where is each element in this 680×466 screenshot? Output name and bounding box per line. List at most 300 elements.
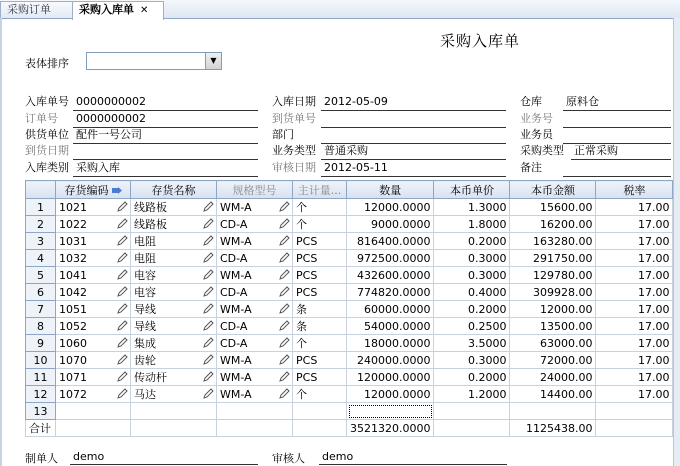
col-header-code[interactable] <box>56 181 131 199</box>
close-icon[interactable]: ✕ <box>140 5 149 16</box>
cell-qty[interactable] <box>347 233 434 250</box>
cell-amount-value: 16200.00 <box>539 217 593 231</box>
cell-unit-value: 个 <box>296 388 307 401</box>
cell-code-value: 1022 <box>59 217 87 231</box>
cell-spec-value: WM-A <box>220 268 252 282</box>
cell-unit[interactable] <box>293 403 347 420</box>
pencil-icon[interactable] <box>203 235 214 246</box>
pencil-icon[interactable] <box>117 320 128 331</box>
audit-date-label: 审核日期 <box>272 161 316 174</box>
page-title: 采购入库单 <box>440 32 521 50</box>
cell-qty[interactable] <box>347 216 434 233</box>
pencil-icon[interactable] <box>203 337 214 348</box>
cell-price[interactable] <box>434 369 510 386</box>
pencil-icon[interactable] <box>203 320 214 331</box>
cell-amount[interactable] <box>510 267 596 284</box>
cell-tax[interactable] <box>596 216 673 233</box>
cell-spec[interactable] <box>217 369 293 386</box>
pencil-icon[interactable] <box>279 303 290 314</box>
table-row[interactable] <box>26 369 673 386</box>
table-row[interactable] <box>26 335 673 352</box>
cell-qty[interactable] <box>347 386 434 403</box>
cell-name-value: 导线 <box>134 303 156 316</box>
cell-amount-value: 14400.00 <box>539 387 593 401</box>
cell-tax[interactable] <box>596 352 673 369</box>
inventory-table <box>25 180 673 437</box>
cell-price[interactable] <box>434 250 510 267</box>
cell-code[interactable] <box>56 284 131 301</box>
cell-qty[interactable] <box>347 250 434 267</box>
col-header-spec[interactable]: 规格型号 <box>217 181 293 199</box>
cell-amount[interactable] <box>510 284 596 301</box>
cell-qty-value: 54000.0000 <box>364 319 431 333</box>
col-header-name[interactable]: 存货名称 <box>131 181 217 199</box>
cell-empty <box>56 420 131 437</box>
cell-amount-value: 163280.00 <box>532 234 593 248</box>
cell-price-value: 1.2000 <box>467 387 507 401</box>
cell-code[interactable] <box>56 301 131 318</box>
cell-code-value: 1031 <box>59 234 87 248</box>
pencil-icon[interactable] <box>117 371 128 382</box>
row-number[interactable]: 2 <box>26 216 56 233</box>
cell-code-value: 1051 <box>59 302 87 316</box>
remark-label: 备注 <box>520 161 542 174</box>
row-number[interactable]: 3 <box>26 233 56 250</box>
cell-amount[interactable] <box>510 352 596 369</box>
row-number[interactable]: 7 <box>26 301 56 318</box>
cell-unit[interactable] <box>293 216 347 233</box>
cell-amount[interactable] <box>510 199 596 216</box>
cell-spec[interactable] <box>217 386 293 403</box>
pencil-icon[interactable] <box>279 371 290 382</box>
cell-amount-value: 12000.00 <box>539 302 593 316</box>
cell-qty-value: 774820.0000 <box>357 285 431 299</box>
pencil-icon[interactable] <box>203 201 214 212</box>
cell-qty-value: 12000.0000 <box>364 200 431 214</box>
cell-qty-value: 432600.0000 <box>357 268 431 282</box>
total-amount: 1125438.00 <box>510 420 596 437</box>
table-row[interactable] <box>26 199 673 216</box>
cell-amount-value: 129780.00 <box>532 268 593 282</box>
cell-qty-value: 60000.0000 <box>364 302 431 316</box>
cell-spec[interactable] <box>217 403 293 420</box>
cell-tax[interactable] <box>596 284 673 301</box>
table-row[interactable] <box>26 284 673 301</box>
cell-price[interactable] <box>434 284 510 301</box>
dept-label: 部门 <box>272 128 294 141</box>
pencil-icon[interactable] <box>279 269 290 280</box>
maker-field: demo <box>73 450 105 463</box>
table-row[interactable] <box>26 267 673 284</box>
cell-amount-value: 291750.00 <box>532 251 593 265</box>
cell-tax-value: 17.00 <box>637 234 670 248</box>
col-header-qty[interactable]: 数量 <box>347 181 434 199</box>
cell-code-value: 1042 <box>59 285 87 299</box>
row-number[interactable]: 11 <box>26 369 56 386</box>
cell-qty-value: 12000.0000 <box>364 387 431 401</box>
cell-code[interactable] <box>56 318 131 335</box>
cell-tax-value: 17.00 <box>637 319 670 333</box>
total-row <box>26 420 673 437</box>
cell-name-value: 马达 <box>134 388 156 401</box>
cell-price[interactable] <box>434 216 510 233</box>
cell-code[interactable] <box>56 369 131 386</box>
cell-spec[interactable] <box>217 284 293 301</box>
cell-price[interactable] <box>434 301 510 318</box>
cell-name[interactable] <box>131 233 217 250</box>
cell-amount-value: 15600.00 <box>539 200 593 214</box>
pencil-icon[interactable] <box>117 354 128 365</box>
cell-tax[interactable] <box>596 369 673 386</box>
tab-bar <box>0 0 680 19</box>
pencil-icon[interactable] <box>279 320 290 331</box>
cell-amount[interactable] <box>510 335 596 352</box>
row-number[interactable]: 6 <box>26 284 56 301</box>
cell-tax-value: 17.00 <box>637 302 670 316</box>
cell-name[interactable] <box>131 386 217 403</box>
cell-code[interactable] <box>56 216 131 233</box>
cell-unit[interactable] <box>293 318 347 335</box>
table-row[interactable] <box>26 301 673 318</box>
row-number[interactable]: 5 <box>26 267 56 284</box>
cell-name[interactable] <box>131 335 217 352</box>
cell-name[interactable] <box>131 250 217 267</box>
cell-amount-value: 13500.00 <box>539 319 593 333</box>
pencil-icon[interactable] <box>203 354 214 365</box>
tab-label: 采购入库单 <box>79 3 134 16</box>
purchase-type-field[interactable]: 正常采购 <box>574 144 618 157</box>
cell-code[interactable] <box>56 267 131 284</box>
cell-code[interactable] <box>56 403 131 420</box>
cell-price[interactable] <box>434 386 510 403</box>
cell-name[interactable] <box>131 284 217 301</box>
pencil-icon[interactable] <box>203 269 214 280</box>
cell-amount[interactable] <box>510 216 596 233</box>
cell-spec[interactable] <box>217 250 293 267</box>
row-number[interactable]: 10 <box>26 352 56 369</box>
cell-empty <box>596 420 673 437</box>
cell-code-value: 1060 <box>59 336 87 350</box>
scrollbar[interactable] <box>673 18 680 466</box>
supplier-field[interactable]: 配件一号公司 <box>76 128 142 141</box>
cell-qty[interactable] <box>347 403 434 420</box>
pencil-icon[interactable] <box>203 286 214 297</box>
underline <box>321 110 506 111</box>
pencil-icon[interactable] <box>203 303 214 314</box>
cell-tax[interactable] <box>596 199 673 216</box>
cell-unit[interactable] <box>293 335 347 352</box>
col-header-price[interactable]: 本币单价 <box>434 181 510 199</box>
cell-spec-value: CD-A <box>220 285 248 299</box>
cell-qty-value: 816400.0000 <box>357 234 431 248</box>
cell-qty[interactable] <box>347 199 434 216</box>
inbound-date-field[interactable]: 2012-05-09 <box>324 95 388 108</box>
tab-purchase-order[interactable] <box>0 1 76 18</box>
cell-qty-value: 18000.0000 <box>364 336 431 350</box>
pencil-icon[interactable] <box>117 218 128 229</box>
arrival-no-label: 到货单号 <box>272 112 316 125</box>
cell-name-value: 导线 <box>134 320 156 333</box>
pencil-icon[interactable] <box>279 218 290 229</box>
clerk-label: 业务员 <box>520 128 553 141</box>
row-number[interactable]: 4 <box>26 250 56 267</box>
cell-unit[interactable] <box>293 386 347 403</box>
cell-qty-value: 120000.0000 <box>357 370 431 384</box>
inbound-no-label: 入库单号 <box>25 95 69 108</box>
cell-unit[interactable] <box>293 284 347 301</box>
pencil-icon[interactable] <box>279 354 290 365</box>
underline <box>319 464 507 465</box>
cell-price[interactable] <box>434 199 510 216</box>
underline <box>73 176 258 177</box>
col-header-amount[interactable]: 本币金额 <box>510 181 596 199</box>
cell-amount[interactable] <box>510 318 596 335</box>
cell-unit[interactable] <box>293 233 347 250</box>
cell-tax[interactable] <box>596 403 673 420</box>
row-number[interactable]: 8 <box>26 318 56 335</box>
table-row[interactable] <box>26 318 673 335</box>
cell-unit[interactable] <box>293 369 347 386</box>
sort-select[interactable] <box>86 52 222 70</box>
cell-spec-value: WM-A <box>220 200 252 214</box>
cell-name[interactable] <box>131 301 217 318</box>
cell-unit-value: PCS <box>296 353 318 367</box>
pencil-icon[interactable] <box>117 337 128 348</box>
cell-qty[interactable] <box>347 352 434 369</box>
pencil-icon[interactable] <box>279 252 290 263</box>
cell-price[interactable] <box>434 335 510 352</box>
cell-spec[interactable] <box>217 233 293 250</box>
biz-type-field[interactable]: 普通采购 <box>324 144 368 157</box>
cell-unit-value: 条 <box>296 303 307 316</box>
pencil-icon[interactable] <box>117 303 128 314</box>
cell-spec-value: CD-A <box>220 251 248 265</box>
pencil-icon[interactable] <box>117 388 128 399</box>
inbound-date-label: 入库日期 <box>272 95 316 108</box>
cell-price-value: 1.3000 <box>467 200 507 214</box>
pencil-icon[interactable] <box>279 235 290 246</box>
cell-price[interactable] <box>434 403 510 420</box>
pencil-icon[interactable] <box>279 286 290 297</box>
cell-qty[interactable] <box>347 335 434 352</box>
auditor-field: demo <box>322 450 354 463</box>
cell-qty[interactable] <box>347 267 434 284</box>
cell-price-value: 0.2500 <box>467 319 507 333</box>
underline <box>321 176 506 177</box>
cell-price-value: 0.2000 <box>467 302 507 316</box>
audit-date-field[interactable]: 2012-05-11 <box>324 161 388 174</box>
cell-tax[interactable] <box>596 335 673 352</box>
cell-price-value: 0.2000 <box>467 234 507 248</box>
cell-unit[interactable] <box>293 250 347 267</box>
cell-spec[interactable] <box>217 199 293 216</box>
cell-amount-value: 72000.00 <box>539 353 593 367</box>
cell-empty <box>131 420 217 437</box>
tab-label: 采购订单 <box>7 3 51 16</box>
sort-icon[interactable] <box>112 186 122 195</box>
cell-code[interactable] <box>56 335 131 352</box>
cell-spec[interactable] <box>217 318 293 335</box>
table-row[interactable] <box>26 250 673 267</box>
pencil-icon[interactable] <box>117 286 128 297</box>
cell-name[interactable] <box>131 318 217 335</box>
cell-code[interactable] <box>56 250 131 267</box>
pencil-icon[interactable] <box>117 269 128 280</box>
arrival-date-label: 到货日期 <box>25 144 69 157</box>
cell-name-value: 传动杆 <box>134 371 167 384</box>
cell-tax[interactable] <box>596 233 673 250</box>
col-header-tax[interactable]: 税率 <box>596 181 673 199</box>
cell-code-value: 1032 <box>59 251 87 265</box>
underline <box>563 110 671 111</box>
table-row[interactable] <box>26 352 673 369</box>
inbound-no-field[interactable]: 0000000002 <box>76 95 146 108</box>
pencil-icon[interactable] <box>203 252 214 263</box>
pencil-icon[interactable] <box>279 388 290 399</box>
cell-unit-value: PCS <box>296 251 318 265</box>
inbound-type-field[interactable]: 采购入库 <box>76 161 120 174</box>
cell-name[interactable] <box>131 267 217 284</box>
pencil-icon[interactable] <box>117 235 128 246</box>
cell-price[interactable] <box>434 233 510 250</box>
cell-tax-value: 17.00 <box>637 370 670 384</box>
cell-spec[interactable] <box>217 352 293 369</box>
cell-tax-value: 17.00 <box>637 217 670 231</box>
cell-unit-value: PCS <box>296 268 318 282</box>
underline <box>563 127 671 128</box>
pencil-icon[interactable] <box>279 201 290 212</box>
cell-tax[interactable] <box>596 250 673 267</box>
table-row[interactable] <box>26 403 673 420</box>
order-no-field[interactable]: 0000000002 <box>76 112 146 125</box>
cell-code-value: 1021 <box>59 200 87 214</box>
maker-label: 制单人 <box>25 452 58 465</box>
cell-unit[interactable] <box>293 352 347 369</box>
table-row[interactable] <box>26 386 673 403</box>
row-number[interactable]: 9 <box>26 335 56 352</box>
cell-amount[interactable] <box>510 301 596 318</box>
cell-amount-value: 24000.00 <box>539 370 593 384</box>
col-header-rownum <box>26 181 56 199</box>
cell-spec[interactable] <box>217 267 293 284</box>
row-number[interactable]: 13 <box>26 403 56 420</box>
cell-unit-value: 条 <box>296 320 307 333</box>
cell-unit[interactable] <box>293 267 347 284</box>
cell-spec[interactable] <box>217 335 293 352</box>
cell-price[interactable] <box>434 267 510 284</box>
table-header-row <box>26 181 673 199</box>
total-label: 合计 <box>26 420 56 437</box>
pencil-icon[interactable] <box>203 371 214 382</box>
cell-code-value: 1070 <box>59 353 87 367</box>
cell-name[interactable] <box>131 369 217 386</box>
cell-empty <box>293 420 347 437</box>
cell-qty[interactable] <box>347 284 434 301</box>
table-row[interactable] <box>26 233 673 250</box>
cell-code[interactable] <box>56 233 131 250</box>
cell-spec[interactable] <box>217 216 293 233</box>
inbound-type-label: 入库类别 <box>25 161 69 174</box>
cell-name-value: 线路板 <box>134 218 167 231</box>
cell-tax[interactable] <box>596 301 673 318</box>
cell-qty[interactable] <box>347 369 434 386</box>
pencil-icon[interactable] <box>117 252 128 263</box>
cell-tax-value: 17.00 <box>637 285 670 299</box>
cell-price-value: 1.8000 <box>467 217 507 231</box>
table-row[interactable] <box>26 216 673 233</box>
cell-amount[interactable] <box>510 403 596 420</box>
chevron-down-icon[interactable]: ▼ <box>205 53 221 69</box>
pencil-icon[interactable] <box>203 218 214 229</box>
cell-qty[interactable] <box>347 318 434 335</box>
tab-purchase-inbound[interactable] <box>72 1 164 20</box>
col-header-unit[interactable]: 主计量... <box>293 181 347 199</box>
cell-qty-value: 9000.0000 <box>370 217 431 231</box>
cell-spec-value: WM-A <box>220 370 252 384</box>
cell-price-value: 3.5000 <box>467 336 507 350</box>
cell-tax[interactable] <box>596 318 673 335</box>
cell-price-value: 0.3000 <box>467 268 507 282</box>
row-number[interactable]: 12 <box>26 386 56 403</box>
cell-tax-value: 17.00 <box>637 200 670 214</box>
cell-name-value: 齿轮 <box>134 354 156 367</box>
sort-label: 表体排序 <box>25 57 69 70</box>
cell-spec-value: CD-A <box>220 319 248 333</box>
auditor-label: 审核人 <box>272 452 305 465</box>
warehouse-label: 仓库 <box>520 95 542 108</box>
cell-tax-value: 17.00 <box>637 251 670 265</box>
cell-amount[interactable] <box>510 233 596 250</box>
total-qty: 3521320.0000 <box>347 420 434 437</box>
cell-price[interactable] <box>434 352 510 369</box>
cell-price[interactable] <box>434 318 510 335</box>
cell-spec-value: WM-A <box>220 387 252 401</box>
cell-price-value: 0.3000 <box>467 353 507 367</box>
cell-qty[interactable] <box>347 301 434 318</box>
cell-tax[interactable] <box>596 267 673 284</box>
cell-name-value: 电容 <box>134 269 156 282</box>
cell-unit[interactable] <box>293 199 347 216</box>
cell-spec-value: WM-A <box>220 234 252 248</box>
cell-unit[interactable] <box>293 301 347 318</box>
cell-amount[interactable] <box>510 386 596 403</box>
cell-tax[interactable] <box>596 386 673 403</box>
cell-qty-value: 972500.0000 <box>357 251 431 265</box>
cell-code[interactable] <box>56 199 131 216</box>
cell-unit-value: 个 <box>296 337 307 350</box>
cell-name[interactable] <box>131 199 217 216</box>
warehouse-field[interactable]: 原料仓 <box>566 95 599 108</box>
pencil-icon[interactable] <box>117 201 128 212</box>
cell-tax-value: 17.00 <box>637 387 670 401</box>
purchase-type-label: 采购类型 <box>520 144 564 157</box>
cell-price-value: 0.4000 <box>467 285 507 299</box>
cell-tax-value: 17.00 <box>637 268 670 282</box>
pencil-icon[interactable] <box>203 388 214 399</box>
cell-amount[interactable] <box>510 250 596 267</box>
cell-name[interactable] <box>131 403 217 420</box>
salesman-no-label: 业务号 <box>520 112 553 125</box>
cell-code[interactable] <box>56 386 131 403</box>
cell-spec[interactable] <box>217 301 293 318</box>
row-number[interactable]: 1 <box>26 199 56 216</box>
cell-name[interactable] <box>131 352 217 369</box>
cell-amount[interactable] <box>510 369 596 386</box>
pencil-icon[interactable] <box>279 337 290 348</box>
cell-code[interactable] <box>56 352 131 369</box>
cell-name[interactable] <box>131 216 217 233</box>
order-no-label: 订单号 <box>25 112 58 125</box>
